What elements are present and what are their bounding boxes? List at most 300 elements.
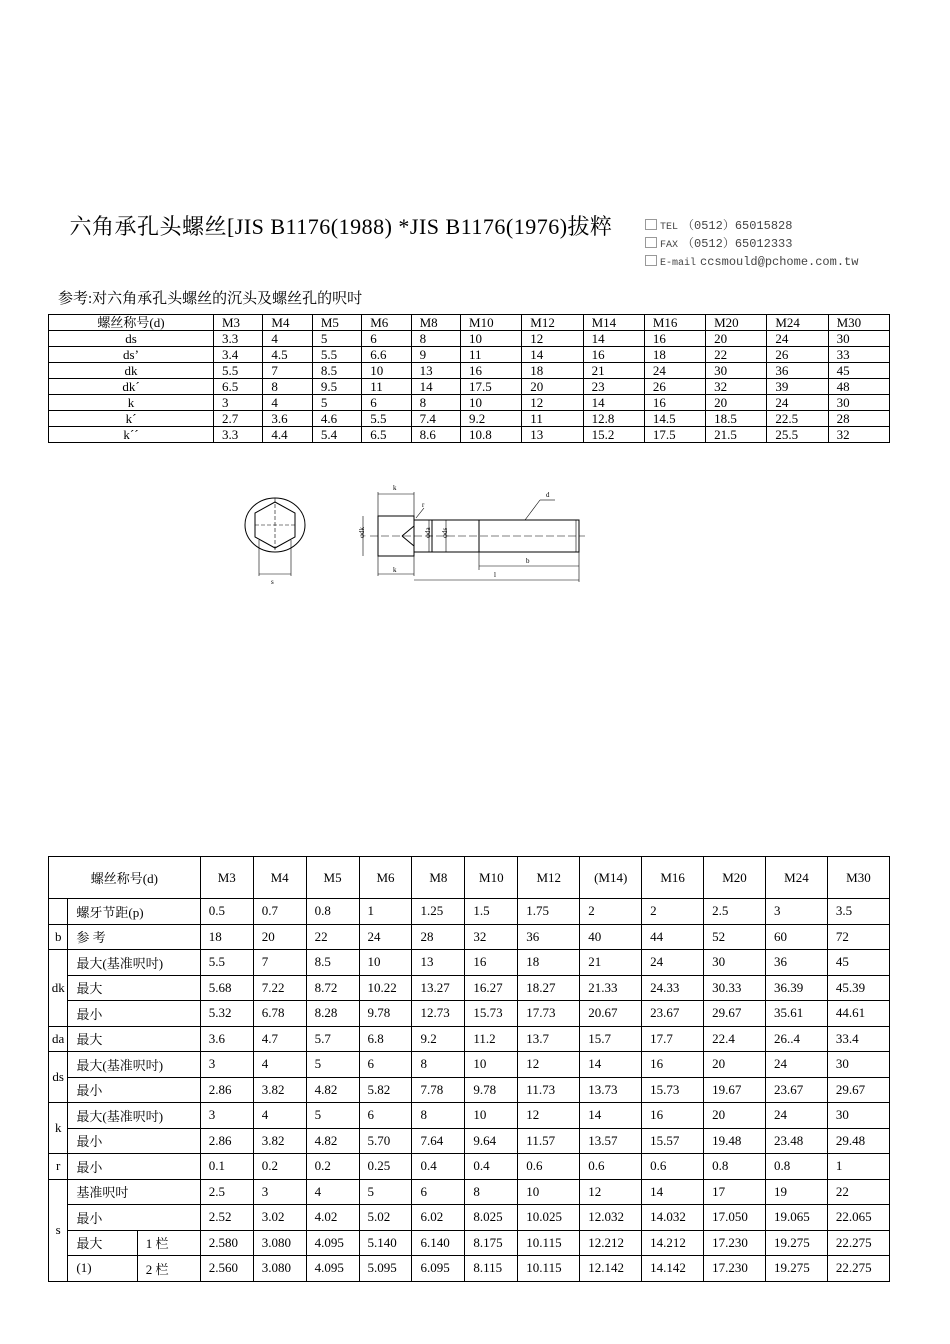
row-label: 基准呎吋 bbox=[68, 1179, 200, 1205]
table-cell: 15.73 bbox=[465, 1001, 518, 1027]
table-cell: 28 bbox=[412, 924, 465, 950]
table-cell: 12 bbox=[518, 1052, 580, 1078]
table-cell: 16 bbox=[642, 1103, 704, 1129]
table-cell: 3 bbox=[214, 395, 263, 411]
table-cell: 14 bbox=[642, 1179, 704, 1205]
header-cell: M24 bbox=[767, 315, 828, 331]
table-cell: 5.5 bbox=[362, 411, 411, 427]
table-cell: 8 bbox=[412, 1052, 465, 1078]
table-cell: 10 bbox=[359, 950, 412, 976]
table-cell: 22 bbox=[706, 347, 767, 363]
table-cell: 4.4 bbox=[263, 427, 312, 443]
table-cell: 10 bbox=[518, 1179, 580, 1205]
table-cell: 13.7 bbox=[518, 1026, 580, 1052]
group-label: s bbox=[49, 1179, 68, 1281]
table-row bbox=[49, 395, 890, 411]
table-cell: 23.48 bbox=[765, 1128, 827, 1154]
table-cell: 24 bbox=[642, 950, 704, 976]
table-cell: 4 bbox=[263, 331, 312, 347]
dimension-table bbox=[48, 856, 890, 1282]
table-cell: 48 bbox=[828, 379, 889, 395]
row-label: 最小 bbox=[68, 1001, 200, 1027]
row-label: 最小 bbox=[68, 1205, 200, 1231]
table-cell: 7.64 bbox=[412, 1128, 465, 1154]
table-cell: 0.1 bbox=[200, 1154, 253, 1180]
table-cell: 9.78 bbox=[465, 1077, 518, 1103]
table-cell: 18 bbox=[522, 363, 583, 379]
table-cell: 4 bbox=[306, 1179, 359, 1205]
label-b: b bbox=[526, 557, 530, 565]
table-cell: 24 bbox=[359, 924, 412, 950]
table-cell: 10 bbox=[465, 1103, 518, 1129]
table-cell: 2.5 bbox=[704, 899, 766, 925]
table-cell: 3.5 bbox=[827, 899, 889, 925]
table-cell: 7.4 bbox=[411, 411, 460, 427]
table-row bbox=[49, 1230, 890, 1256]
table-cell: 8.025 bbox=[465, 1205, 518, 1231]
header-cell: (M14) bbox=[580, 857, 642, 899]
table-cell: 23.67 bbox=[642, 1001, 704, 1027]
table-cell: 30 bbox=[706, 363, 767, 379]
table-cell: 3.6 bbox=[200, 1026, 253, 1052]
table-cell: 9.64 bbox=[465, 1128, 518, 1154]
table-cell: 11 bbox=[461, 347, 522, 363]
table-cell: 18 bbox=[200, 924, 253, 950]
table-cell: 22.065 bbox=[827, 1205, 889, 1231]
table-cell: 0.25 bbox=[359, 1154, 412, 1180]
table-cell: 20.67 bbox=[580, 1001, 642, 1027]
table-cell: 17.5 bbox=[644, 427, 705, 443]
table-row bbox=[49, 1179, 890, 1205]
mail-icon bbox=[645, 255, 657, 266]
table-cell: 26 bbox=[644, 379, 705, 395]
table-cell: 20 bbox=[706, 331, 767, 347]
table-cell: 8.175 bbox=[465, 1230, 518, 1256]
table-cell: 0.8 bbox=[765, 1154, 827, 1180]
table-cell: 0.4 bbox=[412, 1154, 465, 1180]
table-cell: 36 bbox=[765, 950, 827, 976]
table-cell: 5.70 bbox=[359, 1128, 412, 1154]
table-cell: 17.230 bbox=[704, 1256, 766, 1282]
table-cell: 1.75 bbox=[518, 899, 580, 925]
table-cell: 1.25 bbox=[412, 899, 465, 925]
table-cell: 12.212 bbox=[580, 1230, 642, 1256]
table-cell: 5 bbox=[312, 331, 361, 347]
table-cell: 17.050 bbox=[704, 1205, 766, 1231]
header-cell: M6 bbox=[359, 857, 412, 899]
table-cell: 14.212 bbox=[642, 1230, 704, 1256]
table-cell: 18.5 bbox=[706, 411, 767, 427]
table-cell: 3.6 bbox=[263, 411, 312, 427]
table-cell: 33 bbox=[828, 347, 889, 363]
table-cell: 12.142 bbox=[580, 1256, 642, 1282]
table-cell: 16 bbox=[583, 347, 644, 363]
table-cell: 30.33 bbox=[704, 975, 766, 1001]
table-cell: 3 bbox=[200, 1052, 253, 1078]
sub-row-label: 2 栏 bbox=[137, 1256, 200, 1282]
table-cell: 4.7 bbox=[253, 1026, 306, 1052]
table-cell: 4.02 bbox=[306, 1205, 359, 1231]
table-cell: 14.5 bbox=[644, 411, 705, 427]
table-row bbox=[49, 315, 890, 331]
table-cell: 29.48 bbox=[827, 1128, 889, 1154]
table-cell: 20 bbox=[704, 1103, 766, 1129]
table-cell: 2.86 bbox=[200, 1077, 253, 1103]
table-cell: 36 bbox=[767, 363, 828, 379]
header-cell: M8 bbox=[411, 315, 460, 331]
table-cell: 8.115 bbox=[465, 1256, 518, 1282]
table-cell: 11 bbox=[522, 411, 583, 427]
row-label: 最大(基准呎吋) bbox=[68, 1052, 200, 1078]
table-cell: 0.6 bbox=[518, 1154, 580, 1180]
table-cell: 11.2 bbox=[465, 1026, 518, 1052]
table-cell: 6 bbox=[359, 1103, 412, 1129]
table-cell: 2.5 bbox=[200, 1179, 253, 1205]
table-cell: 7 bbox=[253, 950, 306, 976]
row-label: k bbox=[49, 395, 214, 411]
table-cell: 11.73 bbox=[518, 1077, 580, 1103]
table-cell: 0.7 bbox=[253, 899, 306, 925]
header-cell: M30 bbox=[828, 315, 889, 331]
table-row bbox=[49, 924, 890, 950]
table-cell: 8.6 bbox=[411, 427, 460, 443]
fax-icon bbox=[645, 237, 657, 248]
row-label: ds’ bbox=[49, 347, 214, 363]
table-cell: 3 bbox=[765, 899, 827, 925]
table-cell: 3.02 bbox=[253, 1205, 306, 1231]
table-cell: 7.78 bbox=[412, 1077, 465, 1103]
table-row bbox=[49, 1154, 890, 1180]
table-cell: 5.5 bbox=[200, 950, 253, 976]
email-address: ccsmould@pchome.com.tw bbox=[700, 255, 859, 269]
table-cell: 45 bbox=[827, 950, 889, 976]
table-cell: 17 bbox=[704, 1179, 766, 1205]
table-cell: 13.27 bbox=[412, 975, 465, 1001]
table-cell: 26 bbox=[767, 347, 828, 363]
table-cell: 14 bbox=[583, 331, 644, 347]
table-cell: 5.4 bbox=[312, 427, 361, 443]
table-row bbox=[49, 899, 890, 925]
label-k-bottom: k bbox=[393, 566, 397, 574]
contact-block bbox=[645, 218, 858, 272]
table-cell: 16 bbox=[644, 331, 705, 347]
table-cell: 4.095 bbox=[306, 1230, 359, 1256]
table-cell: 12.73 bbox=[412, 1001, 465, 1027]
tel-label: TEL bbox=[660, 222, 679, 233]
table-cell: 5.5 bbox=[312, 347, 361, 363]
header-cell: M10 bbox=[461, 315, 522, 331]
table-cell: 5 bbox=[306, 1103, 359, 1129]
header-cell: M14 bbox=[583, 315, 644, 331]
table-cell: 30 bbox=[828, 331, 889, 347]
table-cell: 2.580 bbox=[200, 1230, 253, 1256]
row-label: 最大 bbox=[68, 1026, 200, 1052]
row-label: 最小 bbox=[68, 1128, 200, 1154]
table-cell: 24 bbox=[765, 1103, 827, 1129]
header-cell: M30 bbox=[827, 857, 889, 899]
table-cell: 5.82 bbox=[359, 1077, 412, 1103]
header-cell: M16 bbox=[644, 315, 705, 331]
table-cell: 5.68 bbox=[200, 975, 253, 1001]
reference-note: 参考:对六角承孔头螺丝的沉头及螺丝孔的呎吋 bbox=[58, 291, 363, 307]
table-cell: 19.275 bbox=[765, 1256, 827, 1282]
table-cell: 24 bbox=[644, 363, 705, 379]
header-cell: M3 bbox=[214, 315, 263, 331]
table-row bbox=[49, 1205, 890, 1231]
table-cell: 12 bbox=[518, 1103, 580, 1129]
table-cell: 19 bbox=[765, 1179, 827, 1205]
table-cell: 8 bbox=[263, 379, 312, 395]
table-cell: 6 bbox=[359, 1052, 412, 1078]
email-label: E-mail bbox=[660, 258, 697, 269]
header-cell: M16 bbox=[642, 857, 704, 899]
table-cell: 1 bbox=[359, 899, 412, 925]
table-row bbox=[49, 379, 890, 395]
row-label: 最大 bbox=[68, 975, 200, 1001]
table-cell: 8.5 bbox=[306, 950, 359, 976]
table-cell: 29.67 bbox=[704, 1001, 766, 1027]
row-label: 最大(基准呎吋) bbox=[68, 1103, 200, 1129]
header-cell: M8 bbox=[412, 857, 465, 899]
table-cell: 9.78 bbox=[359, 1001, 412, 1027]
table-cell: 20 bbox=[706, 395, 767, 411]
table-cell: 14 bbox=[411, 379, 460, 395]
phone-icon bbox=[645, 219, 657, 230]
table-cell: 6.8 bbox=[359, 1026, 412, 1052]
table-cell: 30 bbox=[828, 395, 889, 411]
table-cell: 5.32 bbox=[200, 1001, 253, 1027]
table-cell: 3.82 bbox=[253, 1128, 306, 1154]
table-row bbox=[49, 857, 890, 899]
blank-cell bbox=[49, 899, 68, 925]
table-cell: 10 bbox=[465, 1052, 518, 1078]
table-cell: 10.025 bbox=[518, 1205, 580, 1231]
table-cell: 16 bbox=[461, 363, 522, 379]
table-row bbox=[49, 1077, 890, 1103]
table-cell: 4.095 bbox=[306, 1256, 359, 1282]
table-cell: 36.39 bbox=[765, 975, 827, 1001]
table-cell: 12 bbox=[522, 331, 583, 347]
header-cell: M6 bbox=[362, 315, 411, 331]
fax-number: （0512）65012333 bbox=[682, 237, 793, 251]
header-cell: M12 bbox=[522, 315, 583, 331]
tel-number: （0512）65015828 bbox=[682, 219, 793, 233]
table-row bbox=[49, 331, 890, 347]
screw-drawing bbox=[240, 480, 590, 590]
table-cell: 6 bbox=[362, 395, 411, 411]
table-cell: 9.5 bbox=[312, 379, 361, 395]
row-label: 螺牙节距(p) bbox=[68, 899, 200, 925]
sub-row-label: 1 栏 bbox=[137, 1230, 200, 1256]
table-cell: 14.142 bbox=[642, 1256, 704, 1282]
table-row bbox=[49, 363, 890, 379]
table-cell: 14 bbox=[580, 1103, 642, 1129]
table-cell: 0.2 bbox=[306, 1154, 359, 1180]
table-cell: 10 bbox=[461, 331, 522, 347]
table-cell: 3.3 bbox=[214, 427, 263, 443]
table-cell: 13.57 bbox=[580, 1128, 642, 1154]
table-cell: 19.275 bbox=[765, 1230, 827, 1256]
table-cell: 24.33 bbox=[642, 975, 704, 1001]
table-cell: 32 bbox=[828, 427, 889, 443]
table-cell: 4 bbox=[253, 1103, 306, 1129]
table-cell: 17.230 bbox=[704, 1230, 766, 1256]
table-cell: 6.02 bbox=[412, 1205, 465, 1231]
table-cell: 45.39 bbox=[827, 975, 889, 1001]
table-cell: 39 bbox=[767, 379, 828, 395]
table-cell: 2.52 bbox=[200, 1205, 253, 1231]
table-cell: 15.57 bbox=[642, 1128, 704, 1154]
row-label: 参 考 bbox=[68, 924, 200, 950]
table-cell: 5 bbox=[359, 1179, 412, 1205]
table-cell: 5.5 bbox=[214, 363, 263, 379]
table-cell: 1 bbox=[827, 1154, 889, 1180]
row-label: k´´ bbox=[49, 427, 214, 443]
table-row bbox=[49, 347, 890, 363]
table-cell: 0.5 bbox=[200, 899, 253, 925]
table-cell: 21.33 bbox=[580, 975, 642, 1001]
label-l: l bbox=[494, 571, 496, 579]
table-cell: 8 bbox=[411, 395, 460, 411]
header-cell: M4 bbox=[263, 315, 312, 331]
header-cell: M4 bbox=[253, 857, 306, 899]
label-r: r bbox=[422, 501, 425, 509]
table-cell: 2.560 bbox=[200, 1256, 253, 1282]
table-cell: 29.67 bbox=[827, 1077, 889, 1103]
table-cell: 8 bbox=[465, 1179, 518, 1205]
row-label: k´ bbox=[49, 411, 214, 427]
group-label: r bbox=[49, 1154, 68, 1180]
table-cell: 30 bbox=[827, 1052, 889, 1078]
table-cell: 22.4 bbox=[704, 1026, 766, 1052]
table-cell: 21.5 bbox=[706, 427, 767, 443]
table-cell: 19.67 bbox=[704, 1077, 766, 1103]
table-cell: 18 bbox=[518, 950, 580, 976]
table-cell: 4.82 bbox=[306, 1077, 359, 1103]
table-cell: 52 bbox=[704, 924, 766, 950]
table-cell: 3.4 bbox=[214, 347, 263, 363]
table-cell: 1.5 bbox=[465, 899, 518, 925]
table-cell: 22 bbox=[306, 924, 359, 950]
table-cell: 5.7 bbox=[306, 1026, 359, 1052]
table-cell: 13 bbox=[411, 363, 460, 379]
table-cell: 0.2 bbox=[253, 1154, 306, 1180]
table-cell: 8 bbox=[411, 331, 460, 347]
table-cell: 28 bbox=[828, 411, 889, 427]
table-cell: 6 bbox=[412, 1179, 465, 1205]
table-cell: 3.080 bbox=[253, 1256, 306, 1282]
table-cell: 22.275 bbox=[827, 1256, 889, 1282]
table-cell: 4.5 bbox=[263, 347, 312, 363]
table-cell: 10.115 bbox=[518, 1256, 580, 1282]
table-cell: 13.73 bbox=[580, 1077, 642, 1103]
page-title: 六角承孔头螺丝[JIS B1176(1988) *JIS B1176(1976)拔粹 bbox=[69, 214, 613, 239]
row-label: (1) bbox=[68, 1256, 137, 1282]
table-cell: 10.115 bbox=[518, 1230, 580, 1256]
table-row bbox=[49, 1001, 890, 1027]
table-cell: 24 bbox=[767, 395, 828, 411]
table-cell: 5.095 bbox=[359, 1256, 412, 1282]
table-cell: 16 bbox=[642, 1052, 704, 1078]
table-cell: 9.2 bbox=[461, 411, 522, 427]
table-cell: 44.61 bbox=[827, 1001, 889, 1027]
header-cell: M3 bbox=[200, 857, 253, 899]
label-k-top: k bbox=[393, 484, 397, 492]
header-cell: M12 bbox=[518, 857, 580, 899]
table-cell: 32 bbox=[465, 924, 518, 950]
row-label: 最小 bbox=[68, 1154, 200, 1180]
table-cell: 17.7 bbox=[642, 1026, 704, 1052]
row-label: dk bbox=[49, 363, 214, 379]
table-cell: 6.5 bbox=[362, 427, 411, 443]
table-cell: 15.2 bbox=[583, 427, 644, 443]
row-label: ds bbox=[49, 331, 214, 347]
header-cell: M10 bbox=[465, 857, 518, 899]
table-cell: 14 bbox=[583, 395, 644, 411]
table-cell: 6.6 bbox=[362, 347, 411, 363]
table-cell: 4 bbox=[253, 1052, 306, 1078]
table-cell: 4 bbox=[263, 395, 312, 411]
table-cell: 24 bbox=[765, 1052, 827, 1078]
table-cell: 33.4 bbox=[827, 1026, 889, 1052]
group-label: da bbox=[49, 1026, 68, 1052]
table-cell: 14 bbox=[580, 1052, 642, 1078]
table-cell: 19.48 bbox=[704, 1128, 766, 1154]
table-cell: 7.22 bbox=[253, 975, 306, 1001]
table-cell: 23 bbox=[583, 379, 644, 395]
row-label: 最大(基准呎吋) bbox=[68, 950, 200, 976]
table-cell: 32 bbox=[706, 379, 767, 395]
table-cell: 2 bbox=[642, 899, 704, 925]
table-cell: 23.67 bbox=[765, 1077, 827, 1103]
table-cell: 12 bbox=[522, 395, 583, 411]
table-cell: 2.7 bbox=[214, 411, 263, 427]
table-row bbox=[49, 1256, 890, 1282]
table-cell: 6.78 bbox=[253, 1001, 306, 1027]
table-cell: 0.4 bbox=[465, 1154, 518, 1180]
table-cell: 20 bbox=[522, 379, 583, 395]
table-cell: 22.275 bbox=[827, 1230, 889, 1256]
table-cell: 11 bbox=[362, 379, 411, 395]
table-cell: 30 bbox=[704, 950, 766, 976]
table-cell: 0.8 bbox=[306, 899, 359, 925]
group-label: ds bbox=[49, 1052, 68, 1103]
table-cell: 21 bbox=[580, 950, 642, 976]
table-cell: 17.73 bbox=[518, 1001, 580, 1027]
table-row bbox=[49, 1128, 890, 1154]
table-cell: 16.27 bbox=[465, 975, 518, 1001]
table-cell: 45 bbox=[828, 363, 889, 379]
table-cell: 13 bbox=[522, 427, 583, 443]
table-cell: 8.28 bbox=[306, 1001, 359, 1027]
table-cell: 10.8 bbox=[461, 427, 522, 443]
table-cell: 18 bbox=[644, 347, 705, 363]
table-cell: 16 bbox=[465, 950, 518, 976]
table-cell: 8.72 bbox=[306, 975, 359, 1001]
table-cell: 12 bbox=[580, 1179, 642, 1205]
table-cell: 2.86 bbox=[200, 1128, 253, 1154]
table-cell: 17.5 bbox=[461, 379, 522, 395]
table-cell: 5.140 bbox=[359, 1230, 412, 1256]
table-cell: 26..4 bbox=[765, 1026, 827, 1052]
label-d: d bbox=[546, 491, 550, 499]
table-cell: 4.82 bbox=[306, 1128, 359, 1154]
table-cell: 10 bbox=[362, 363, 411, 379]
table-cell: 72 bbox=[827, 924, 889, 950]
row-label: dk´ bbox=[49, 379, 214, 395]
table-cell: 6.140 bbox=[412, 1230, 465, 1256]
label-s: s bbox=[271, 578, 274, 586]
